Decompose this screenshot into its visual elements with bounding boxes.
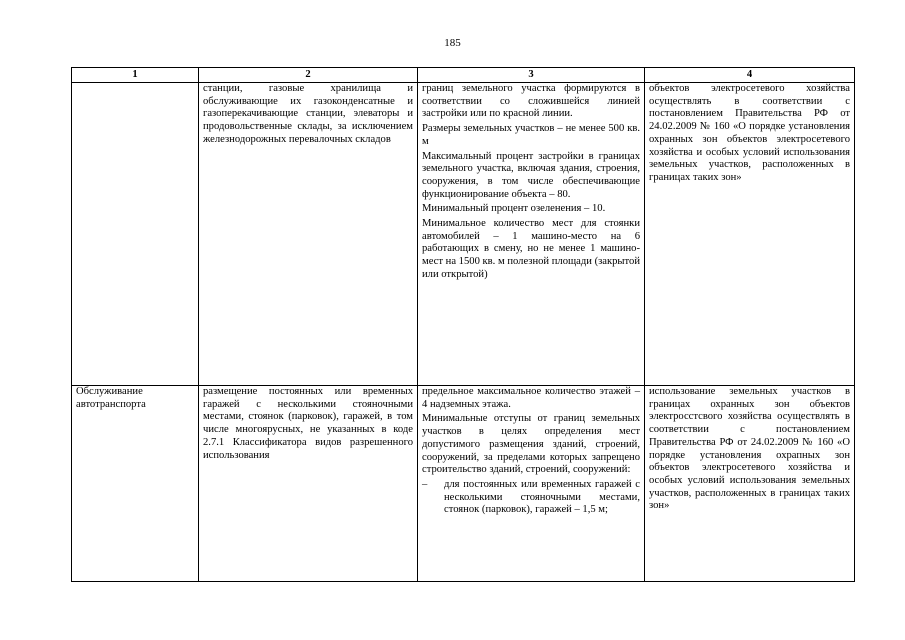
parameter-paragraph: границ земельного участка формируются в соответствии со сложившейся линией застройки или по красной линии. bbox=[422, 83, 640, 120]
parameter-paragraph: предельное максимальное количество этажей – 4 надземных этажа. bbox=[422, 386, 640, 410]
page-number: 185 bbox=[444, 37, 461, 49]
zoning-table bbox=[71, 67, 855, 582]
parameter-paragraph: Максимальный процент застройки в границах земельного участка, включая здания, строения, сооружения, в том числе обеспечивающие функционирование объекта – 80. bbox=[422, 150, 640, 200]
list-item-text: для постоянных или временных гаражей с несколькими стояночными местами, стоянок (парковок), гаражей – 1,5 м; bbox=[444, 478, 640, 516]
dash-list-item bbox=[422, 479, 640, 517]
use-type-cell: Обслуживание автотранспорта bbox=[72, 386, 199, 582]
parameters-cell bbox=[418, 386, 645, 582]
column-header-1: 1 bbox=[72, 68, 199, 83]
list-marker: – bbox=[422, 478, 428, 490]
parameters-cell bbox=[418, 83, 645, 386]
column-header-4: 4 bbox=[645, 68, 855, 83]
parameter-paragraph: Минимальные отступы от границ земельных участков в целях определения мест допустимого размещения зданий, строений, сооружений, за пределами которых запрещено строительство зданий, строений, сооружений: bbox=[422, 413, 640, 476]
table-row bbox=[72, 386, 855, 582]
restrictions-cell: объектов электросетевого хозяйства осуществлять в соответствии с постановлением Правительства РФ от 24.02.2009 № 160 «О порядке установления охранных зон объектов электросетевого хозяйства и особых условий использования земельных участков, расположенных в границах таких зон» bbox=[645, 83, 855, 386]
use-description-cell: размещение постоянных или временных гаражей с несколькими стояночными местами, стоянок (парковок), гаражей, в том числе многоярусных, не указанных в коде 2.7.1 Классификатора видов разрешенного использования bbox=[199, 386, 418, 582]
parameter-paragraph: Минимальный процент озеленения – 10. bbox=[422, 203, 606, 215]
restrictions-cell: использование земельных участков в границах охранных зон объектов электросстсвого хозяйства осуществлять в соответствии с постановлением Правительства РФ от 24.02.2009 № 160 «О порядке установления охрапных зон объектов электросетевого хозяйства и особых условий использования земельных участков, расположенных в границах таких зон» bbox=[645, 386, 855, 582]
use-type-cell bbox=[72, 83, 199, 386]
column-header-2: 2 bbox=[199, 68, 418, 83]
parameter-paragraph: Размеры земельных участков – не менее 500 кв. м bbox=[422, 123, 640, 147]
parameter-paragraph: Минимальное количество мест для стоянки автомобилей – 1 машино-место на 6 работающих в смену, но не менее 1 машино-мест на 1500 кв. м полезной площади (закрытой или открытой) bbox=[422, 218, 640, 280]
table-row bbox=[72, 83, 855, 386]
use-description-cell: станции, газовые хранилища и обслуживающие их газоконденсатные и газоперекачивающие станции, элеваторы и продовольственные склады, за исключением железнодорожных перевалочных складов bbox=[199, 83, 418, 386]
column-header-3: 3 bbox=[418, 68, 645, 83]
table-header-row bbox=[72, 68, 855, 83]
